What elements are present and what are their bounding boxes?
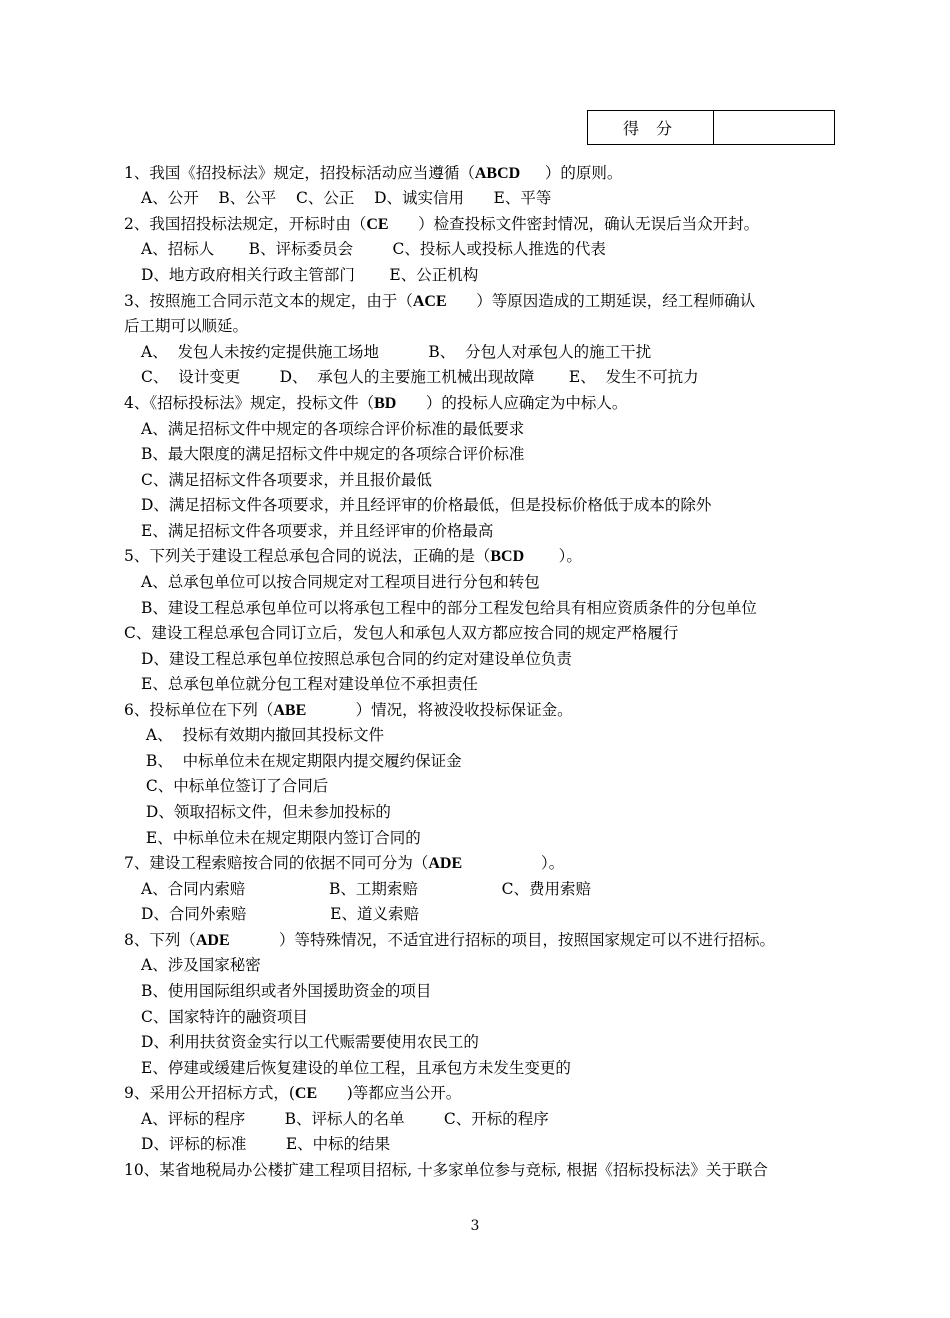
score-label: 得 分 [588, 111, 714, 144]
answer-option-line: E、总承包单位就分包工程对建设单位不承担责任 [141, 675, 478, 693]
answer-option-line: D、评标的标准 E、中标的结果 [141, 1135, 391, 1153]
answer-key: ADE [428, 855, 463, 872]
answer-option-line: E、停建或缓建后恢复建设的单位工程，且承包方未发生变更的 [141, 1059, 571, 1077]
answer-option-line: A、 发包人未按约定提供施工场地 B、 分包人对承包人的施工干扰 [141, 343, 652, 361]
question-text-tail: ）。 [541, 854, 565, 872]
answer-key: CE [294, 1085, 318, 1102]
answer-option-line: D、地方政府相关行政主管部门 E、公正机构 [141, 266, 479, 284]
question-text-tail: ）检查投标文件密封情况，确认无误后当众开封。 [418, 215, 760, 233]
answer-option-line: C、中标单位签订了合同后 [141, 777, 329, 795]
answer-option-line: B、建设工程总承包单位可以将承包工程中的部分工程发包给具有相应资质条件的分包单位 [141, 599, 757, 617]
answer-blank [447, 292, 477, 310]
question-text-tail: ）的投标人应确定为中标人。 [425, 394, 628, 412]
answer-option-line: A、满足招标文件中规定的各项综合评价标准的最低要求 [141, 420, 525, 438]
answer-key: BCD [490, 548, 525, 565]
question-text: 8、下列（ [124, 931, 196, 949]
question-stem [124, 1082, 461, 1104]
answer-option-line: B、使用国际组织或者外国援助资金的项目 [141, 982, 432, 1000]
answer-option-line: A、涉及国家秘密 [141, 956, 261, 974]
answer-key: ABE [273, 702, 307, 719]
answer-option-line: C、满足招标文件各项要求，并且报价最低 [141, 471, 432, 489]
answer-option-line: C、国家特许的融资项目 [141, 1008, 308, 1026]
answer-option-line: D、建设工程总承包单位按照总承包合同的约定对建设单位负责 [141, 650, 572, 668]
answer-key: BD [374, 395, 397, 412]
answer-key: ABCD [474, 165, 521, 182]
answer-blank [520, 164, 545, 182]
score-value[interactable] [714, 111, 834, 144]
answer-option-line: A、总承包单位可以按合同规定对工程项目进行分包和转包 [141, 573, 540, 591]
answer-option-line: B、 中标单位未在规定期限内提交履约保证金 [141, 752, 462, 770]
answer-blank [389, 215, 419, 233]
question-stem [124, 162, 622, 184]
answer-option-line: A、 投标有效期内撤回其投标文件 [141, 726, 384, 744]
question-text: 4、《招标投标法》规定，投标文件（ [124, 394, 375, 412]
question-stem [124, 699, 573, 721]
answer-option-line: A、评标的程序 B、评标人的名单 C、开标的程序 [141, 1110, 549, 1128]
question-stem [124, 392, 627, 414]
answer-blank [230, 931, 279, 949]
question-text-tail: ）等特殊情况，不适宜进行招标的项目，按照国家规定可以不进行招标。 [278, 931, 775, 949]
question-stem [124, 290, 755, 312]
answer-key: ACE [412, 293, 447, 310]
answer-blank [306, 701, 355, 719]
question-text: 3、按照施工合同示范文本的规定，由于（ [124, 292, 413, 310]
question-text: 6、投标单位在下列（ [124, 701, 274, 719]
question-text: 5、下列关于建设工程总承包合同的说法，正确的是（ [124, 547, 491, 565]
answer-blank [396, 394, 426, 412]
question-text: 2、我国招投标法规定，开标时由（ [124, 215, 367, 233]
question-text: 7、建设工程索赔按合同的依据不同可分为（ [124, 854, 429, 872]
question-text-tail: ）。 [558, 547, 582, 565]
answer-key: CE [366, 216, 389, 233]
answer-blank [462, 854, 541, 872]
question-text-tail: ）情况，将被没收投标保证金。 [355, 701, 573, 719]
answer-option-line: C、 设计变更 D、 承包人的主要施工机械出现故障 E、 发生不可抗力 [141, 368, 699, 386]
question-text: 9、采用公开招标方式，( [124, 1084, 295, 1102]
answer-option-line: E、中标单位未在规定期限内签订合同的 [141, 829, 421, 847]
answer-option-line: B、最大限度的满足招标文件中规定的各项综合评价标准 [141, 445, 525, 463]
question-text-tail: ）的原则。 [544, 164, 623, 182]
answer-option-line: D、利用扶贫资金实行以工代赈需要使用农民工的 [141, 1033, 479, 1051]
question-text-tail: )等都应当公开。 [346, 1084, 462, 1102]
score-box [587, 110, 835, 145]
answer-option-line: D、满足招标文件各项要求，并且经评审的价格最低，但是投标价格低于成本的除外 [141, 496, 712, 514]
answer-option-line: D、领取招标文件，但未参加投标的 [141, 803, 391, 821]
answer-blank [524, 547, 559, 565]
answer-option-line: A、合同内索赔 B、工期索赔 C、费用索赔 [141, 880, 591, 898]
page-number: 3 [470, 1218, 480, 1234]
answer-key: ADE [195, 932, 230, 949]
answer-blank [317, 1084, 347, 1102]
answer-option-line: A、招标人 B、评标委员会 C、投标人或投标人推选的代表 [141, 240, 606, 258]
question-continuation: 10、某省地税局办公楼扩建工程项目招标, 十多家单位参与竞标, 根据《招标投标法》关于联合 [124, 1161, 768, 1179]
answer-option-line: D、合同外索赔 E、道义索赔 [141, 905, 420, 923]
answer-option-line: E、满足招标文件各项要求，并且经评审的价格最高 [141, 522, 494, 540]
answer-option-line: A、公开 B、公平 C、公正 D、诚实信用 E、平等 [141, 189, 552, 207]
question-text-tail: ）等原因造成的工期延误，经工程师确认 [476, 292, 756, 310]
question-stem [124, 545, 582, 567]
question-text: 1、我国《招投标法》规定，招投标活动应当遵循（ [124, 164, 475, 182]
question-continuation: 后工期可以顺延。 [124, 317, 249, 335]
question-stem [124, 213, 759, 235]
question-stem [124, 929, 775, 951]
question-continuation: C、建设工程总承包合同订立后，发包人和承包人双方都应按合同的规定严格履行 [124, 624, 679, 642]
question-stem [124, 852, 564, 874]
